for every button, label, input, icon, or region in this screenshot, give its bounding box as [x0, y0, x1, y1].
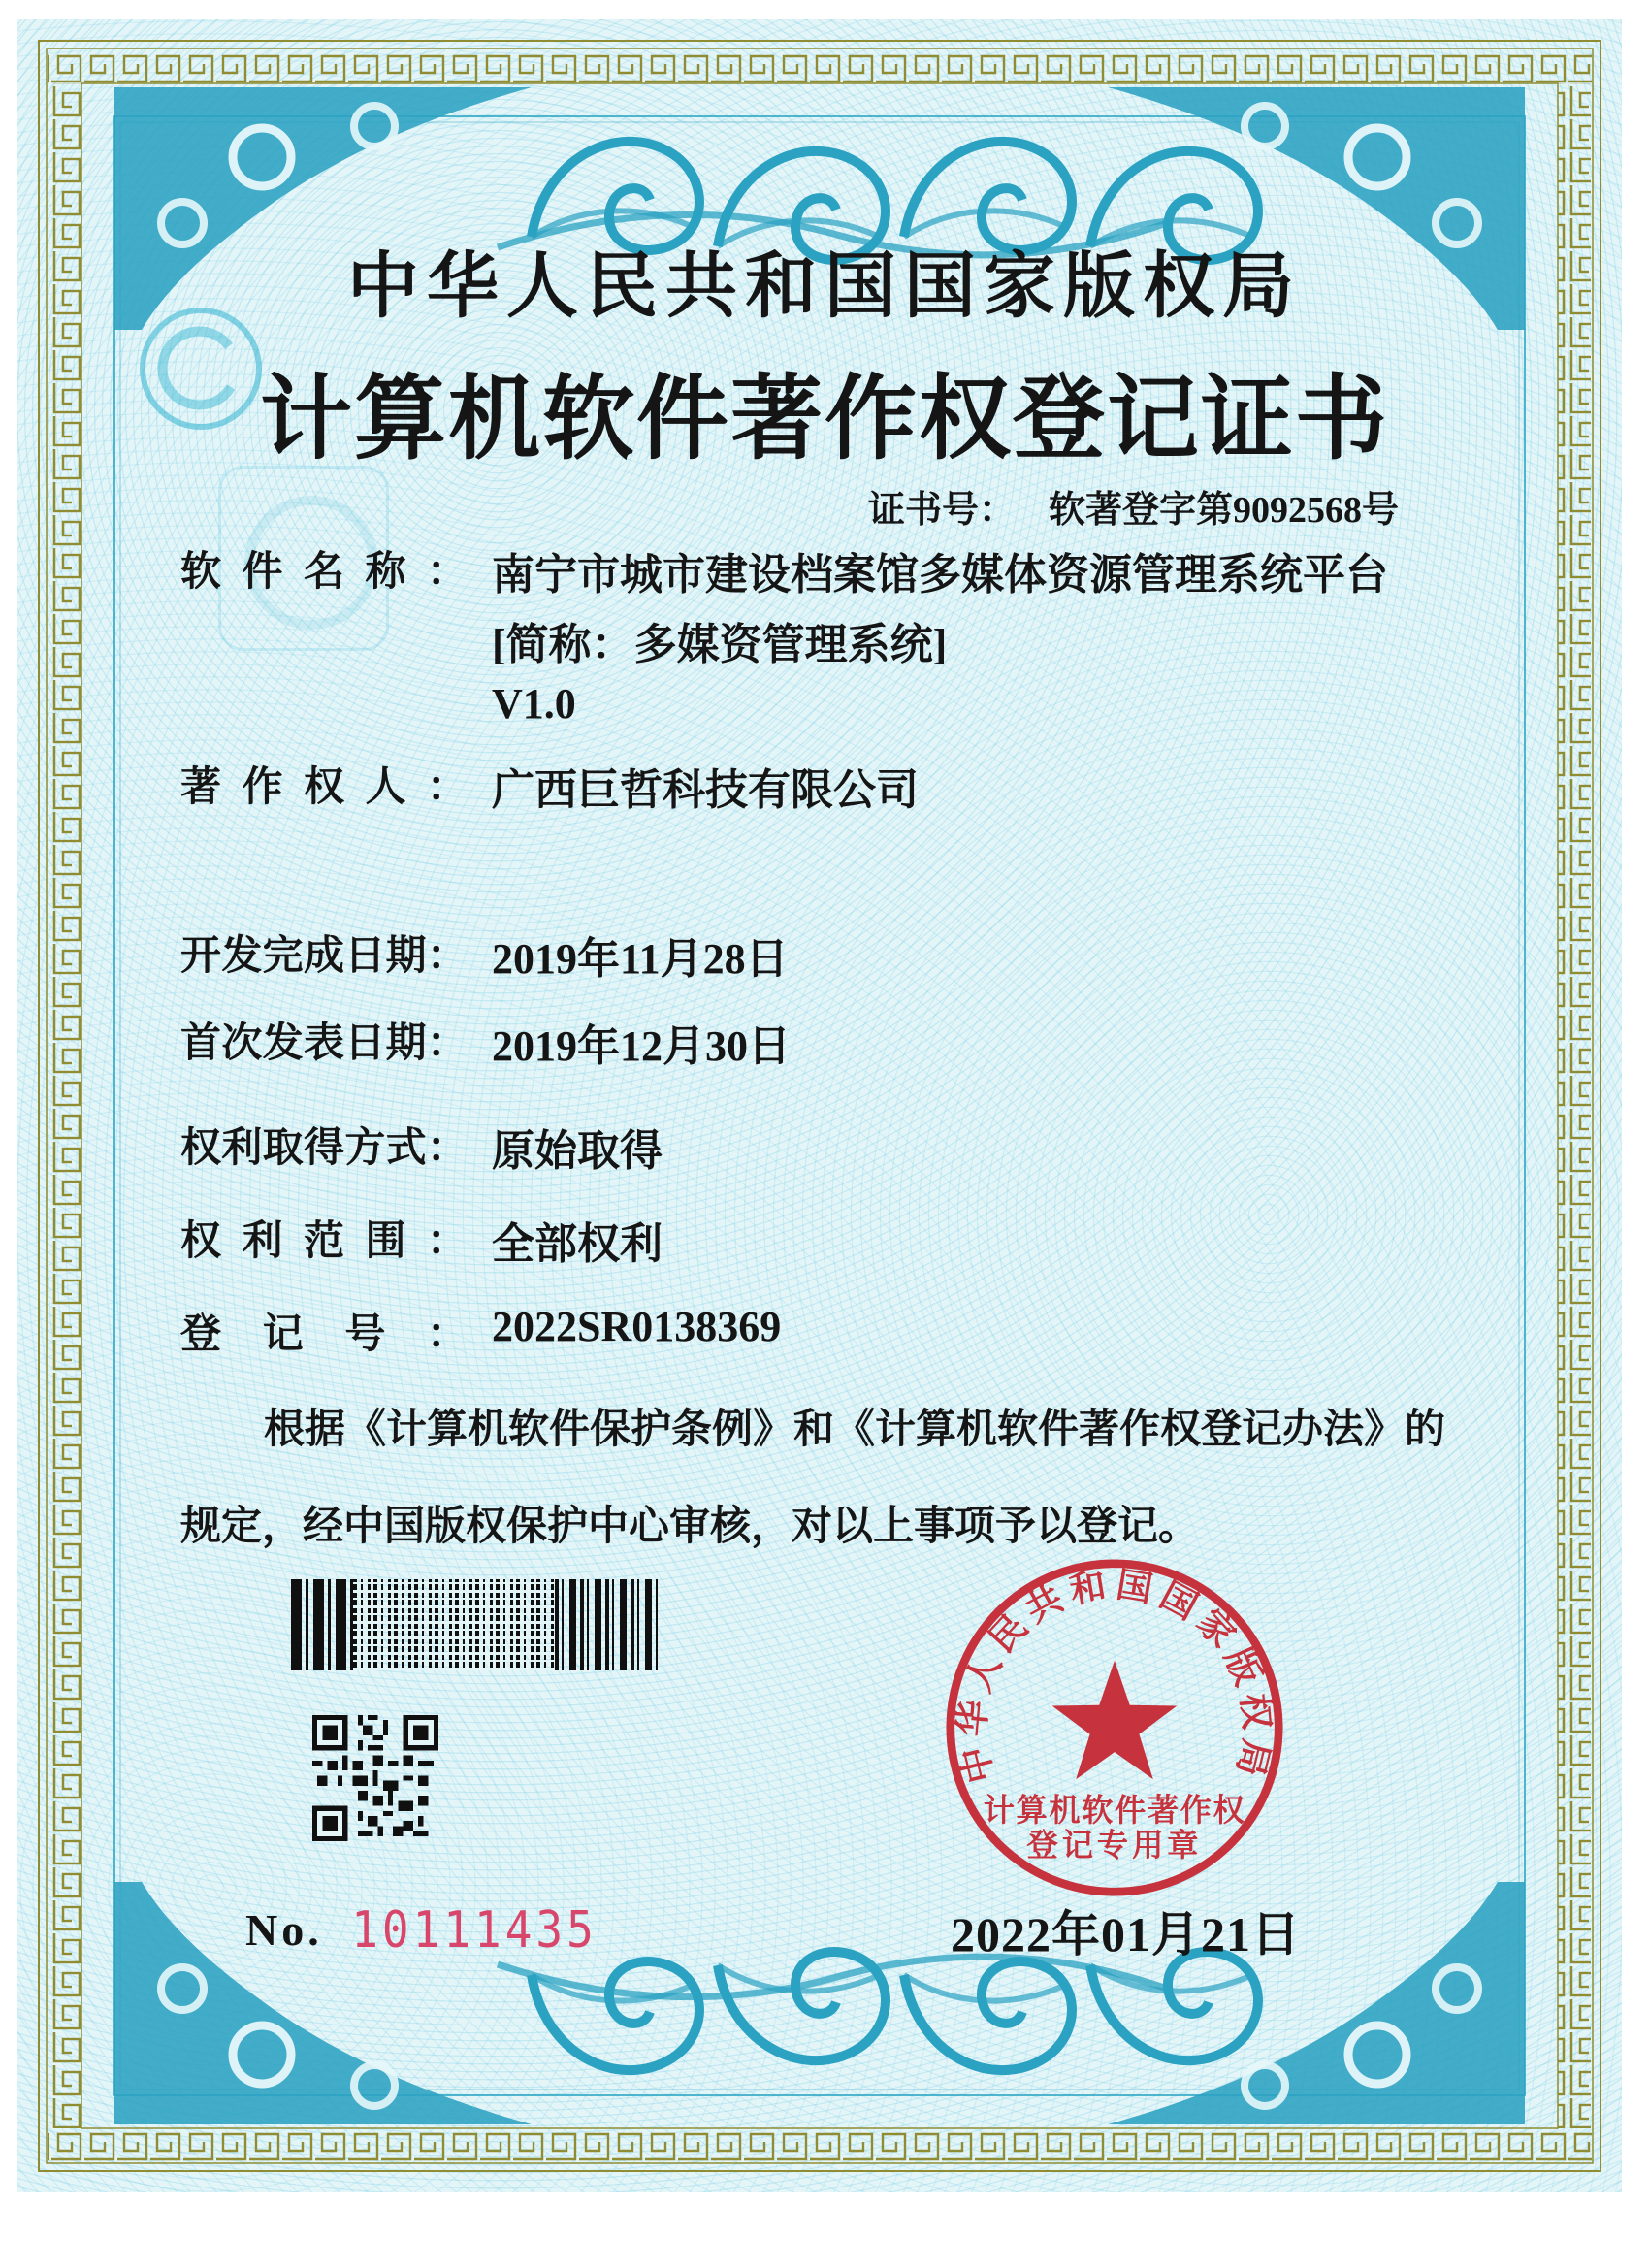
qr-code: [312, 1715, 438, 1841]
first-publish-date-value: 2019年12月30日: [492, 1022, 791, 1070]
seal-ring-text: 中华人民共和国国家版权局: [951, 1564, 1278, 1788]
software-version: V1.0: [492, 680, 576, 728]
seal-star-icon: [1052, 1661, 1178, 1779]
registration-number-value: 2022SR0138369: [492, 1303, 782, 1350]
dev-complete-date-value: 2019年11月28日: [492, 935, 789, 983]
barcode: [291, 1579, 658, 1670]
registration-number-label: 登记号：: [180, 1312, 468, 1357]
serial-number: 10111435: [351, 1899, 598, 1960]
rights-scope-value: 全部权利: [492, 1220, 663, 1268]
first-publish-date-label: 首次发表日期：: [180, 1021, 468, 1066]
field-copyright-owner: [180, 755, 919, 817]
serial-prefix: No.: [245, 1905, 323, 1955]
field-rights-scope: [180, 1209, 663, 1271]
rights-acquisition-value: 原始取得: [492, 1127, 663, 1175]
official-seal: [939, 1552, 1290, 1903]
serial-number-line: [245, 1899, 598, 1960]
copyright-owner-value: 广西巨哲科技有限公司: [492, 766, 919, 814]
field-software-name: [180, 539, 1388, 601]
rights-acquisition-label: 权利取得方式：: [180, 1126, 468, 1171]
dev-complete-date-label: 开发完成日期：: [180, 934, 468, 979]
field-first-publish-date: [180, 1011, 791, 1073]
rights-scope-label: 权利范围：: [180, 1219, 468, 1264]
statement-line-1: 根据《计算机软件保护条例》和《计算机软件著作权登记办法》的: [264, 1408, 1446, 1452]
seal-line-2: 登记专用章: [1026, 1828, 1203, 1863]
statement-line-2: 规定，经中国版权保护中心审核，对以上事项予以登记。: [180, 1505, 1200, 1549]
barcode-bars-left: [291, 1579, 353, 1670]
barcode-bars-right: [555, 1579, 658, 1670]
barcode-matrix: [353, 1579, 555, 1670]
software-name-value: 南宁市城市建设档案馆多媒体资源管理系统平台: [492, 551, 1388, 599]
field-rights-acquisition: [180, 1116, 663, 1178]
authority-title: 中华人民共和国国家版权局: [347, 247, 1302, 327]
certificate-title: 计算机软件著作权登记证书: [259, 368, 1389, 470]
certificate-number-label: 证书号：: [867, 490, 1016, 531]
copyright-owner-label: 著作权人：: [180, 765, 468, 810]
software-name-label: 软件名称：: [180, 550, 468, 595]
seal-line-1: 计算机软件著作权: [983, 1793, 1246, 1829]
software-short-name: [简称：多媒资管理系统]: [492, 621, 948, 668]
certificate-number-line: [868, 479, 1399, 533]
field-dev-complete-date: [180, 923, 789, 986]
certificate-number-value: 软著登字第9092568号: [1048, 490, 1399, 531]
issue-date: 2022年01月21日: [951, 1907, 1301, 1961]
field-registration-number: [180, 1302, 781, 1360]
